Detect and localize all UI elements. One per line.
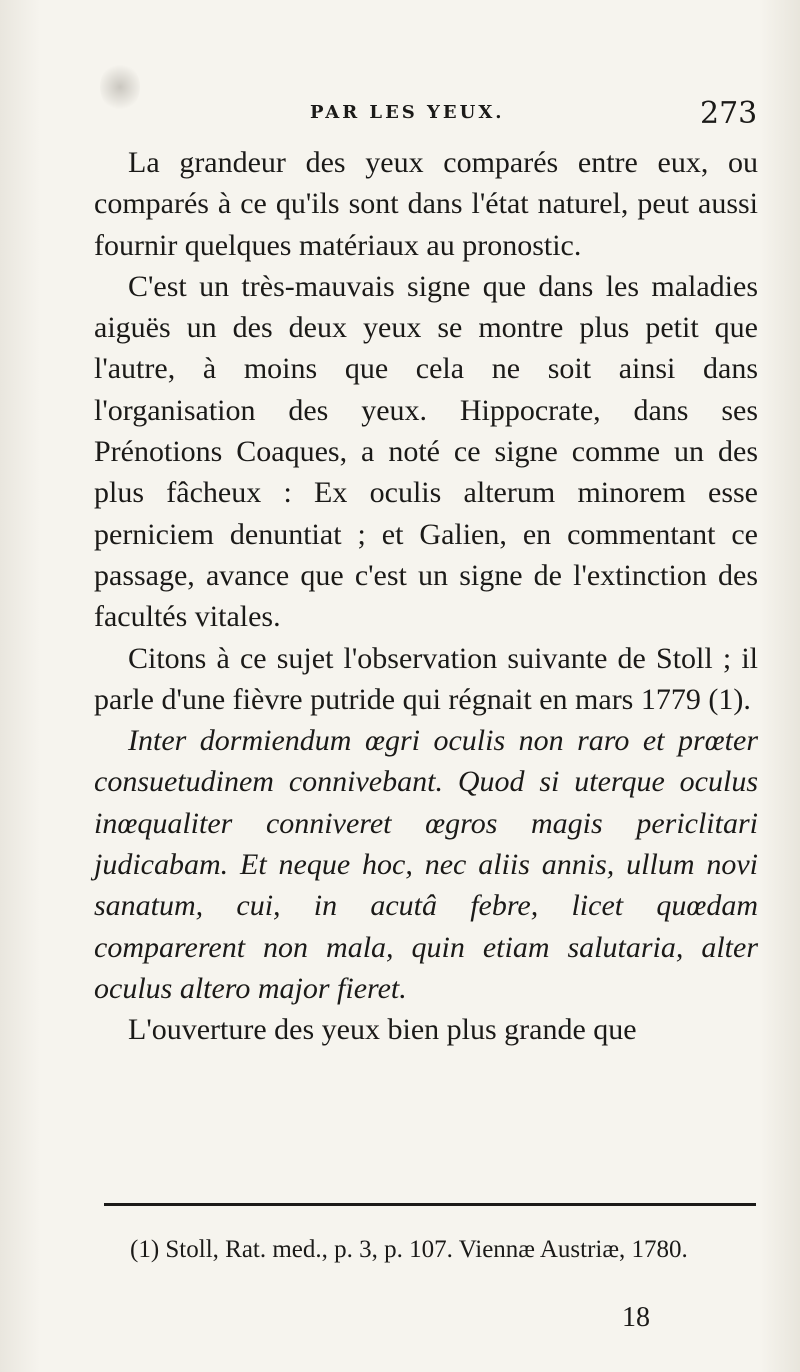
latin-quotation: Inter dormiendum œgri oculis non raro et prœter consuetudinem connivebant. Quod si uterque oculus inœqualiter conniveret œgros magis periclitari judicabam. Et neque hoc, nec aliis annis, ullum novi sanatum, cui, in acutâ febre, licet quœdam comparerent non mala, quin etiam salutaria, alter oculus altero major fieret. [94,724,758,1005]
footnote: (1) Stoll, Rat. med., p. 3, p. 107. Viennæ Austriæ, 1780. [130,1236,688,1263]
footnote-rule [104,1203,756,1206]
running-head [0,96,800,136]
running-title: PAR LES YEUX. [310,102,505,123]
signature-mark: 18 [622,1302,650,1333]
paragraph-5: L'ouverture des yeux bien plus grande que [128,1013,637,1047]
page-number: 273 [700,96,758,131]
paragraph-2: C'est un très-mauvais signe que dans les maladies aiguës un des deux yeux se montre plus petit que l'autre, à moins que cela ne soit ainsi dans l'organisation des yeux. Hippocrate, dans ses Prénotions Coaques, a noté ce signe comme un des plus fâcheux : Ex oculis alterum minorem esse perniciem denuntiat ; et Galien, en commentant ce passage, avance que c'est un signe de l'extinction des facultés vitales. [94,269,758,634]
paragraph-3: Citons à ce sujet l'observation suivante de Stoll ; il parle d'une fièvre putride qui régnait en mars 1779 (1). [94,641,758,716]
body-text [94,142,758,1051]
paragraph-1: La grandeur des yeux comparés entre eux, ou comparés à ce qu'ils sont dans l'état naturel, peut aussi fournir quelques matériaux au pronostic. [94,146,758,262]
